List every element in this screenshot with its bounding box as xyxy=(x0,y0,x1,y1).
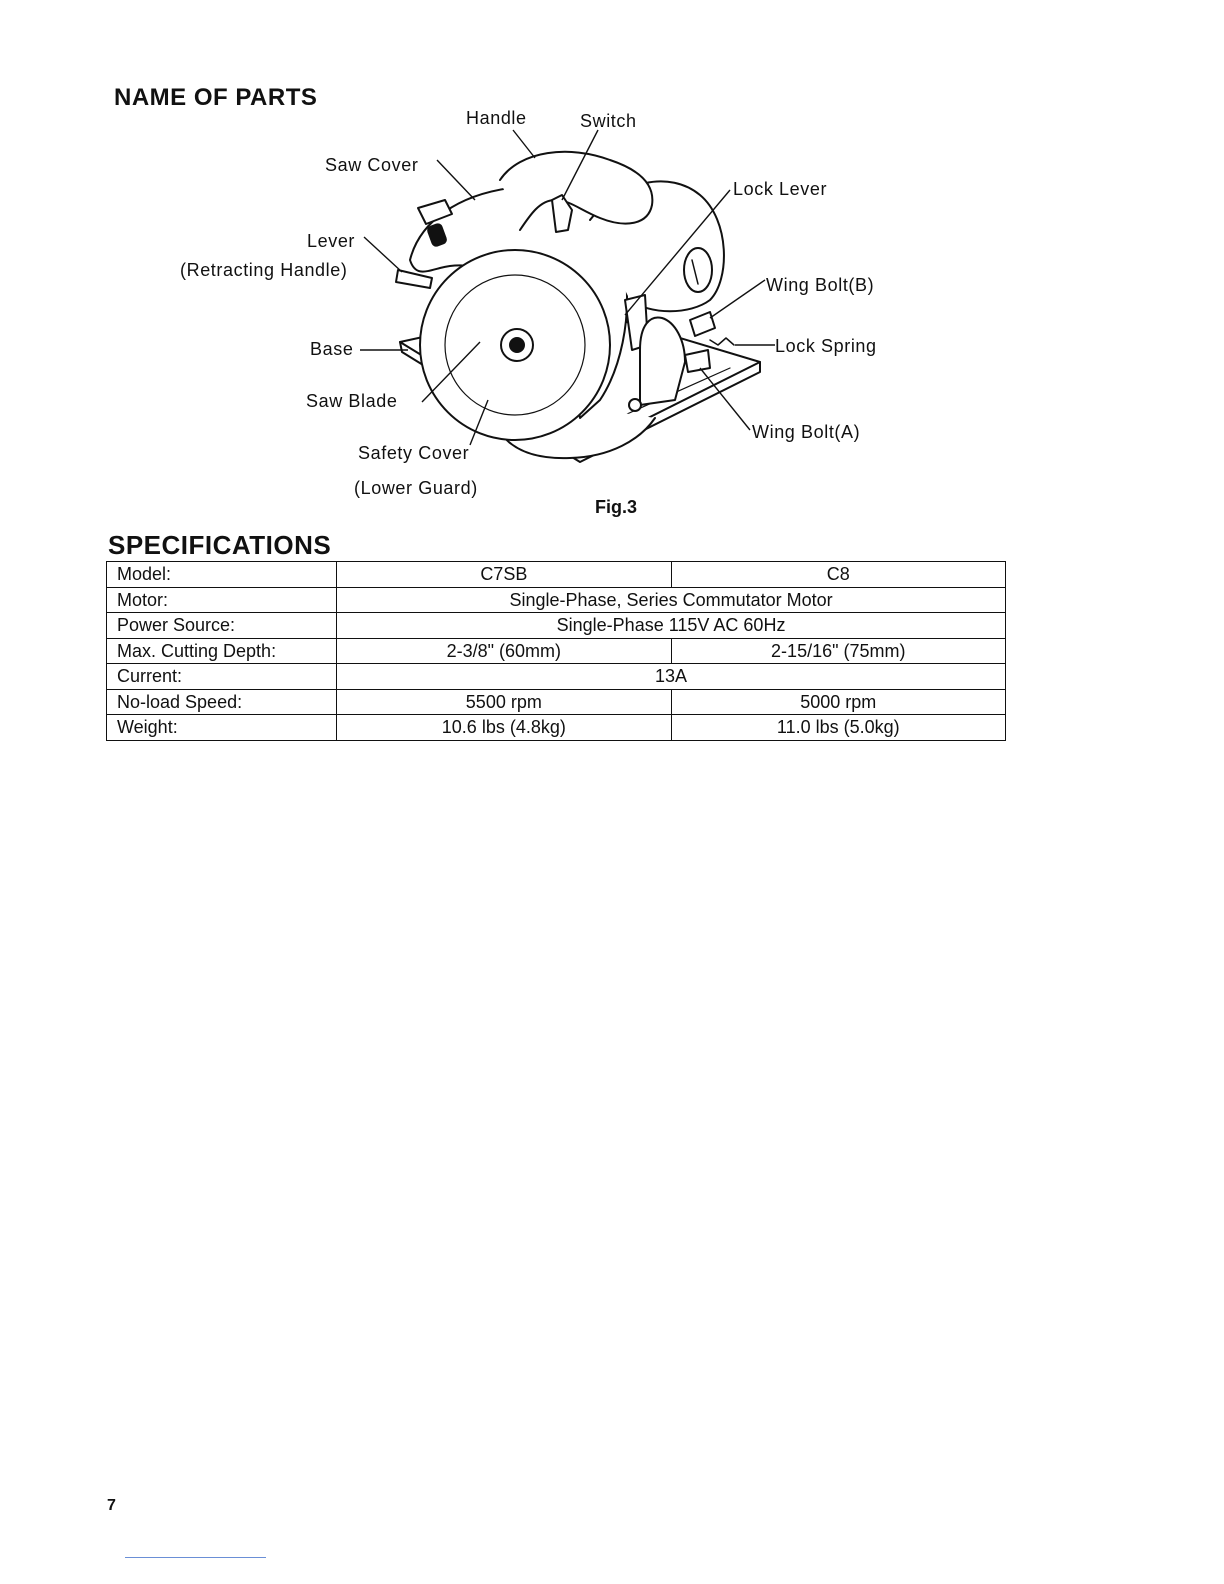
spec-value-c7sb: 2-3/8" (60mm) xyxy=(337,638,671,664)
spec-value-c8: 2-15/16" (75mm) xyxy=(671,638,1005,664)
label-safety-cover: Safety Cover xyxy=(358,443,470,463)
spec-value-c7sb: 5500 rpm xyxy=(337,689,671,715)
spec-label: Model: xyxy=(107,562,337,588)
label-handle: Handle xyxy=(466,108,527,128)
table-row-motor xyxy=(107,587,1006,613)
spec-value-c8: 11.0 lbs (5.0kg) xyxy=(671,715,1005,741)
wing-bolt-a xyxy=(685,350,710,372)
spec-value-c8: C8 xyxy=(671,562,1005,588)
specifications-table xyxy=(106,561,1006,741)
page-number: 7 xyxy=(107,1497,116,1514)
name-of-parts-heading: NAME OF PARTS xyxy=(114,84,318,111)
table-row-current xyxy=(107,664,1006,690)
label-wing-bolt-a: Wing Bolt(A) xyxy=(752,422,861,442)
figure-caption: Fig.3 xyxy=(595,497,638,517)
specifications-heading: SPECIFICATIONS xyxy=(108,530,332,560)
label-wing-bolt-b: Wing Bolt(B) xyxy=(766,275,875,295)
label-saw-cover: Saw Cover xyxy=(325,155,419,175)
table-row-no-load-speed xyxy=(107,689,1006,715)
label-lock-lever: Lock Lever xyxy=(733,179,828,199)
leader-saw-cover xyxy=(437,160,475,200)
label-lower-guard: (Lower Guard) xyxy=(354,478,478,498)
spec-value-c8: 5000 rpm xyxy=(671,689,1005,715)
label-retracting-handle: (Retracting Handle) xyxy=(180,260,348,280)
table-row-model xyxy=(107,562,1006,588)
spec-label: Power Source: xyxy=(107,613,337,639)
wing-bolt-b xyxy=(690,312,715,336)
spec-value-c7sb: C7SB xyxy=(337,562,671,588)
spec-label: Weight: xyxy=(107,715,337,741)
footer-rule xyxy=(125,1557,266,1558)
circular-saw-illustration xyxy=(170,100,930,520)
label-lever: Lever xyxy=(307,231,356,251)
leader-handle xyxy=(513,130,535,158)
spec-value-both: Single-Phase, Series Commutator Motor xyxy=(337,587,1006,613)
table-row-max-cutting-depth xyxy=(107,638,1006,664)
label-lock-spring: Lock Spring xyxy=(775,336,877,356)
table-row-weight xyxy=(107,715,1006,741)
label-saw-blade: Saw Blade xyxy=(306,391,398,411)
table-row-power-source xyxy=(107,613,1006,639)
lock-spring xyxy=(710,338,734,345)
label-switch: Switch xyxy=(580,111,637,131)
spec-label: Current: xyxy=(107,664,337,690)
spec-label: Max. Cutting Depth: xyxy=(107,638,337,664)
spec-value-c7sb: 10.6 lbs (4.8kg) xyxy=(337,715,671,741)
spec-value-both: 13A xyxy=(337,664,1006,690)
spec-value-both: Single-Phase 115V AC 60Hz xyxy=(337,613,1006,639)
spec-label: Motor: xyxy=(107,587,337,613)
label-base: Base xyxy=(310,339,354,359)
retracting-lever xyxy=(396,270,432,288)
leader-lever xyxy=(364,237,402,272)
spec-label: No-load Speed: xyxy=(107,689,337,715)
circular-saw-figure xyxy=(170,100,930,520)
